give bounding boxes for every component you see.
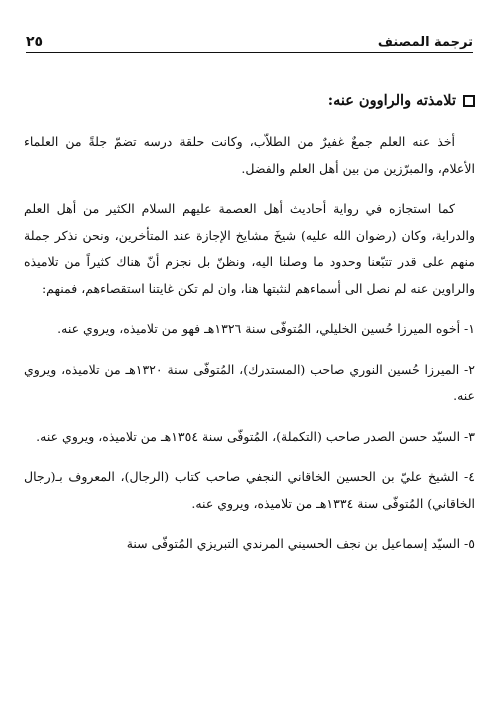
page-body (24, 92, 475, 558)
student-entry: ٢- الميرزا حُسين النوري صاحب (المستدرك)، المُتوفّى سنة ١٣٢٠هـ من تلاميذه، ويروي عنه. (24, 361, 475, 403)
student-entry: ٣- السيّد حسن الصدر صاحب (التكملة)، المُتوفّى سنة ١٣٥٤هـ من تلاميذه، ويروي عنه. (36, 428, 475, 444)
ijaza-paragraph: كما استجازه في رواية أحاديث أهل العصمة عليهم السلام الكثير من أهل العلم والدراية، وكان (رضوان الله عليه) شيخَ مشايخ الإجازة عند المتأخرين، ونحن نذكر جملة منهم على قدر تتبّعنا وحدود ما وصلنا اليه، ونظنّ بل نجزم أنّ هناك كثيراً من تلاميذه والراوين عنه لم نصل الى أسماءهم لنثبتها هنا، وان لم تكن غايتنا استقصاءهم، فمنهم: (24, 201, 475, 296)
header-divider (26, 52, 473, 53)
students-list (24, 316, 475, 558)
section-heading-text: تلامذته والراوون عنه: (327, 92, 456, 109)
student-entry: ٤- الشيخ عليّ بن الحسين الخاقاني النجفي صاحب كتاب (الرجال)، المعروف بـ(رجال الخاقاني) المُتوفّى سنة ١٣٣٤هـ من تلاميذه، ويروي عنه. (24, 469, 475, 511)
running-title: ترجمة المصنف (377, 35, 473, 50)
student-entry: ١- أخوه الميرزا حُسين الخليلي، المُتوفّى سنة ١٣٢٦هـ فهو من تلاميذه، ويروي عنه. (57, 321, 475, 336)
student-entry: ٥- السيّد إسماعيل بن نجف الحسيني المرندي التبريزي المُتوفّى سنة (126, 536, 475, 551)
square-bullet-icon (463, 95, 475, 107)
page-number: ٢٥ (26, 34, 44, 50)
intro-paragraph: أخذ عنه العلم جمعٌ غفيرٌ من الطلاّب، وكانت حلقة درسه تضمّ جلةً من العلماء الأعلام، والمبرّزين من بين أهل العلم والفضل. (24, 134, 475, 176)
section-heading (24, 92, 475, 109)
page-header (26, 24, 473, 50)
